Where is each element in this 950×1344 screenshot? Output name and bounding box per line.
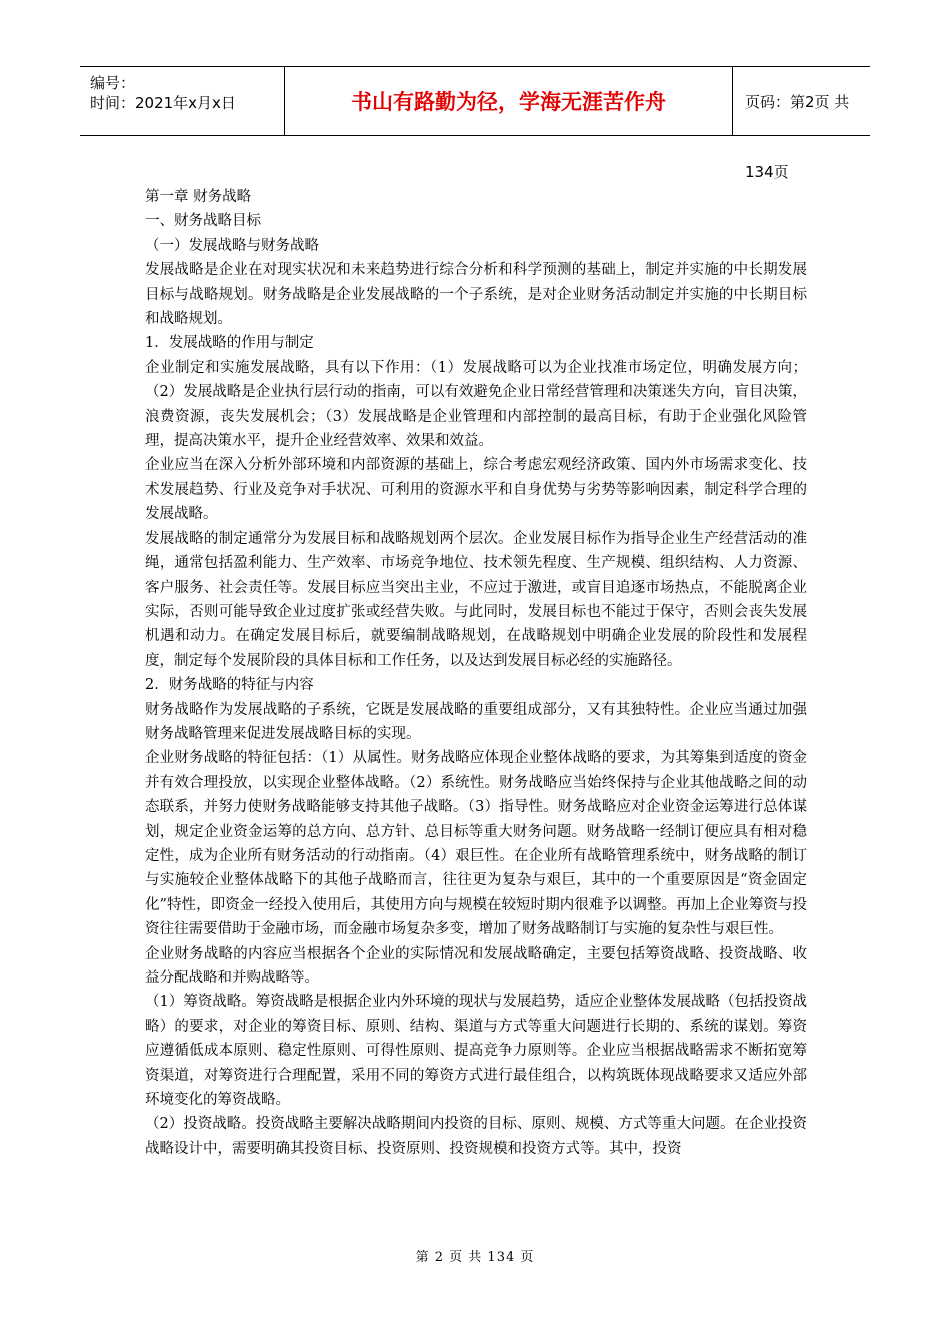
header-motto: 书山有路勤为径，学海无涯苦作舟 bbox=[285, 67, 733, 135]
chapter-title: 第一章 财务战略 bbox=[145, 189, 252, 205]
numbered-heading: 2．财务战略的特征与内容 bbox=[145, 677, 314, 694]
document-body bbox=[145, 185, 807, 1161]
paragraph: 企业财务战略的内容应当根据各个企业的实际情况和发展战略确定，主要包括筹资战略、投资战略、收益分配战略和并购战略等。 bbox=[145, 945, 807, 986]
paragraph: 发展战略的制定通常分为发展目标和战略规划两个层次。企业发展目标作为指导企业生产经营活动的准绳，通常包括盈利能力、生产效率、市场竞争地位、技术领先程度、生产规模、组织结构、人力资源、客户服务、社会责任等。发展目标应当突出主业，不应过于激进，或盲目追逐市场热点，不能脱离企业实际，否则可能导致企业过度扩张或经营失败。与此同时，发展目标也不能过于保守，否则会丧失发展机遇和动力。在确定发展目标后，就要编制战略规划，在战略规划中明确企业发展的阶段性和发展程度，制定每个发展阶段的具体目标和工作任务，以及达到发展目标必经的实施路径。 bbox=[145, 530, 807, 669]
paragraph: 企业应当在深入分析外部环境和内部资源的基础上，综合考虑宏观经济政策、国内外市场需求变化、技术发展趋势、行业及竞争对手状况、可利用的资源水平和自身优势与劣势等影响因素，制定科学合理的发展战略。 bbox=[145, 457, 807, 523]
paragraph: 企业财务战略的特征包括：（1）从属性。财务战略应体现企业整体战略的要求，为其筹集到适度的资金并有效合理投放，以实现企业整体战略。（2）系统性。财务战略应当始终保持与企业其他战略之间的动态联系，并努力使财务战略能够支持其他子战略。（3）指导性。财务战略应对企业资金运筹进行总体谋划，规定企业资金运筹的总方向、总方针、总目标等重大财务问题。财务战略一经制订便应具有相对稳定性，成为企业所有财务活动的行动指南。（4）艰巨性。在企业所有战略管理系统中，财务战略的制订与实施较企业整体战略下的其他子战略而言，往往更为复杂与艰巨，其中的一个重要原因是“资金固定化”特性，即资金一经投入使用后，其使用方向与规模在较短时期内很难予以调整。再加上企业筹资与投资往往需要借助于金融市场，而金融市场复杂多变，增加了财务战略制订与实施的复杂性与艰巨性。 bbox=[145, 750, 807, 938]
section-heading: 一、财务战略目标 bbox=[145, 213, 261, 230]
paragraph: （1）筹资战略。筹资战略是根据企业内外环境的现状与发展趋势，适应企业整体发展战略（包括投资战略）的要求，对企业的筹资目标、原则、结构、渠道与方式等重大问题进行长期的、系统的谋划。筹资应遵循低成本原则、稳定性原则、可得性原则、提高竞争力原则等。企业应当根据战略需求不断拓宽筹资渠道，对筹资进行合理配置，采用不同的筹资方式进行最佳组合，以构筑既体现战略要求又适应外部环境变化的筹资战略。 bbox=[145, 994, 807, 1109]
paragraph: （2）投资战略。投资战略主要解决战略期间内投资的目标、原则、规模、方式等重大问题。在企业投资战略设计中，需要明确其投资目标、投资原则、投资规模和投资方式等。其中，投资 bbox=[145, 1116, 807, 1157]
numbered-heading: 1．发展战略的作用与制定 bbox=[145, 335, 314, 352]
header-page-info: 页码：第2页 共134页 bbox=[745, 93, 850, 181]
paragraph: 企业制定和实施发展战略，具有以下作用：（1）发展战略可以为企业找准市场定位，明确发展方向；（2）发展战略是企业执行层行动的指南，可以有效避免企业日常经营管理和决策迷失方向，盲目决策，浪费资源，丧失发展机会；（3）发展战略是企业管理和内部控制的最高目标，有助于企业强化风险管理，提高决策水平，提升企业经营效率、效果和效益。 bbox=[145, 359, 807, 450]
page-header bbox=[80, 66, 870, 181]
paragraph: 财务战略作为发展战略的子系统，它既是发展战略的重要组成部分，又有其独特性。企业应当通过加强财务战略管理来促进发展战略目标的实现。 bbox=[145, 701, 807, 742]
header-meta bbox=[80, 67, 285, 135]
header-time-label: 时间：2021年x月x日 bbox=[90, 94, 236, 112]
subsection-heading: （一）发展战略与财务战略 bbox=[145, 237, 319, 254]
header-number-label: 编号： bbox=[90, 74, 136, 92]
page-footer: 第 2 页 共 134 页 bbox=[415, 1250, 535, 1265]
paragraph: 发展战略是企业在对现实状况和未来趋势进行综合分析和科学预测的基础上，制定并实施的中长期发展目标与战略规划。财务战略是企业发展战略的一个子系统，是对企业财务活动制定并实施的中长期目标和战略规划。 bbox=[145, 262, 807, 328]
